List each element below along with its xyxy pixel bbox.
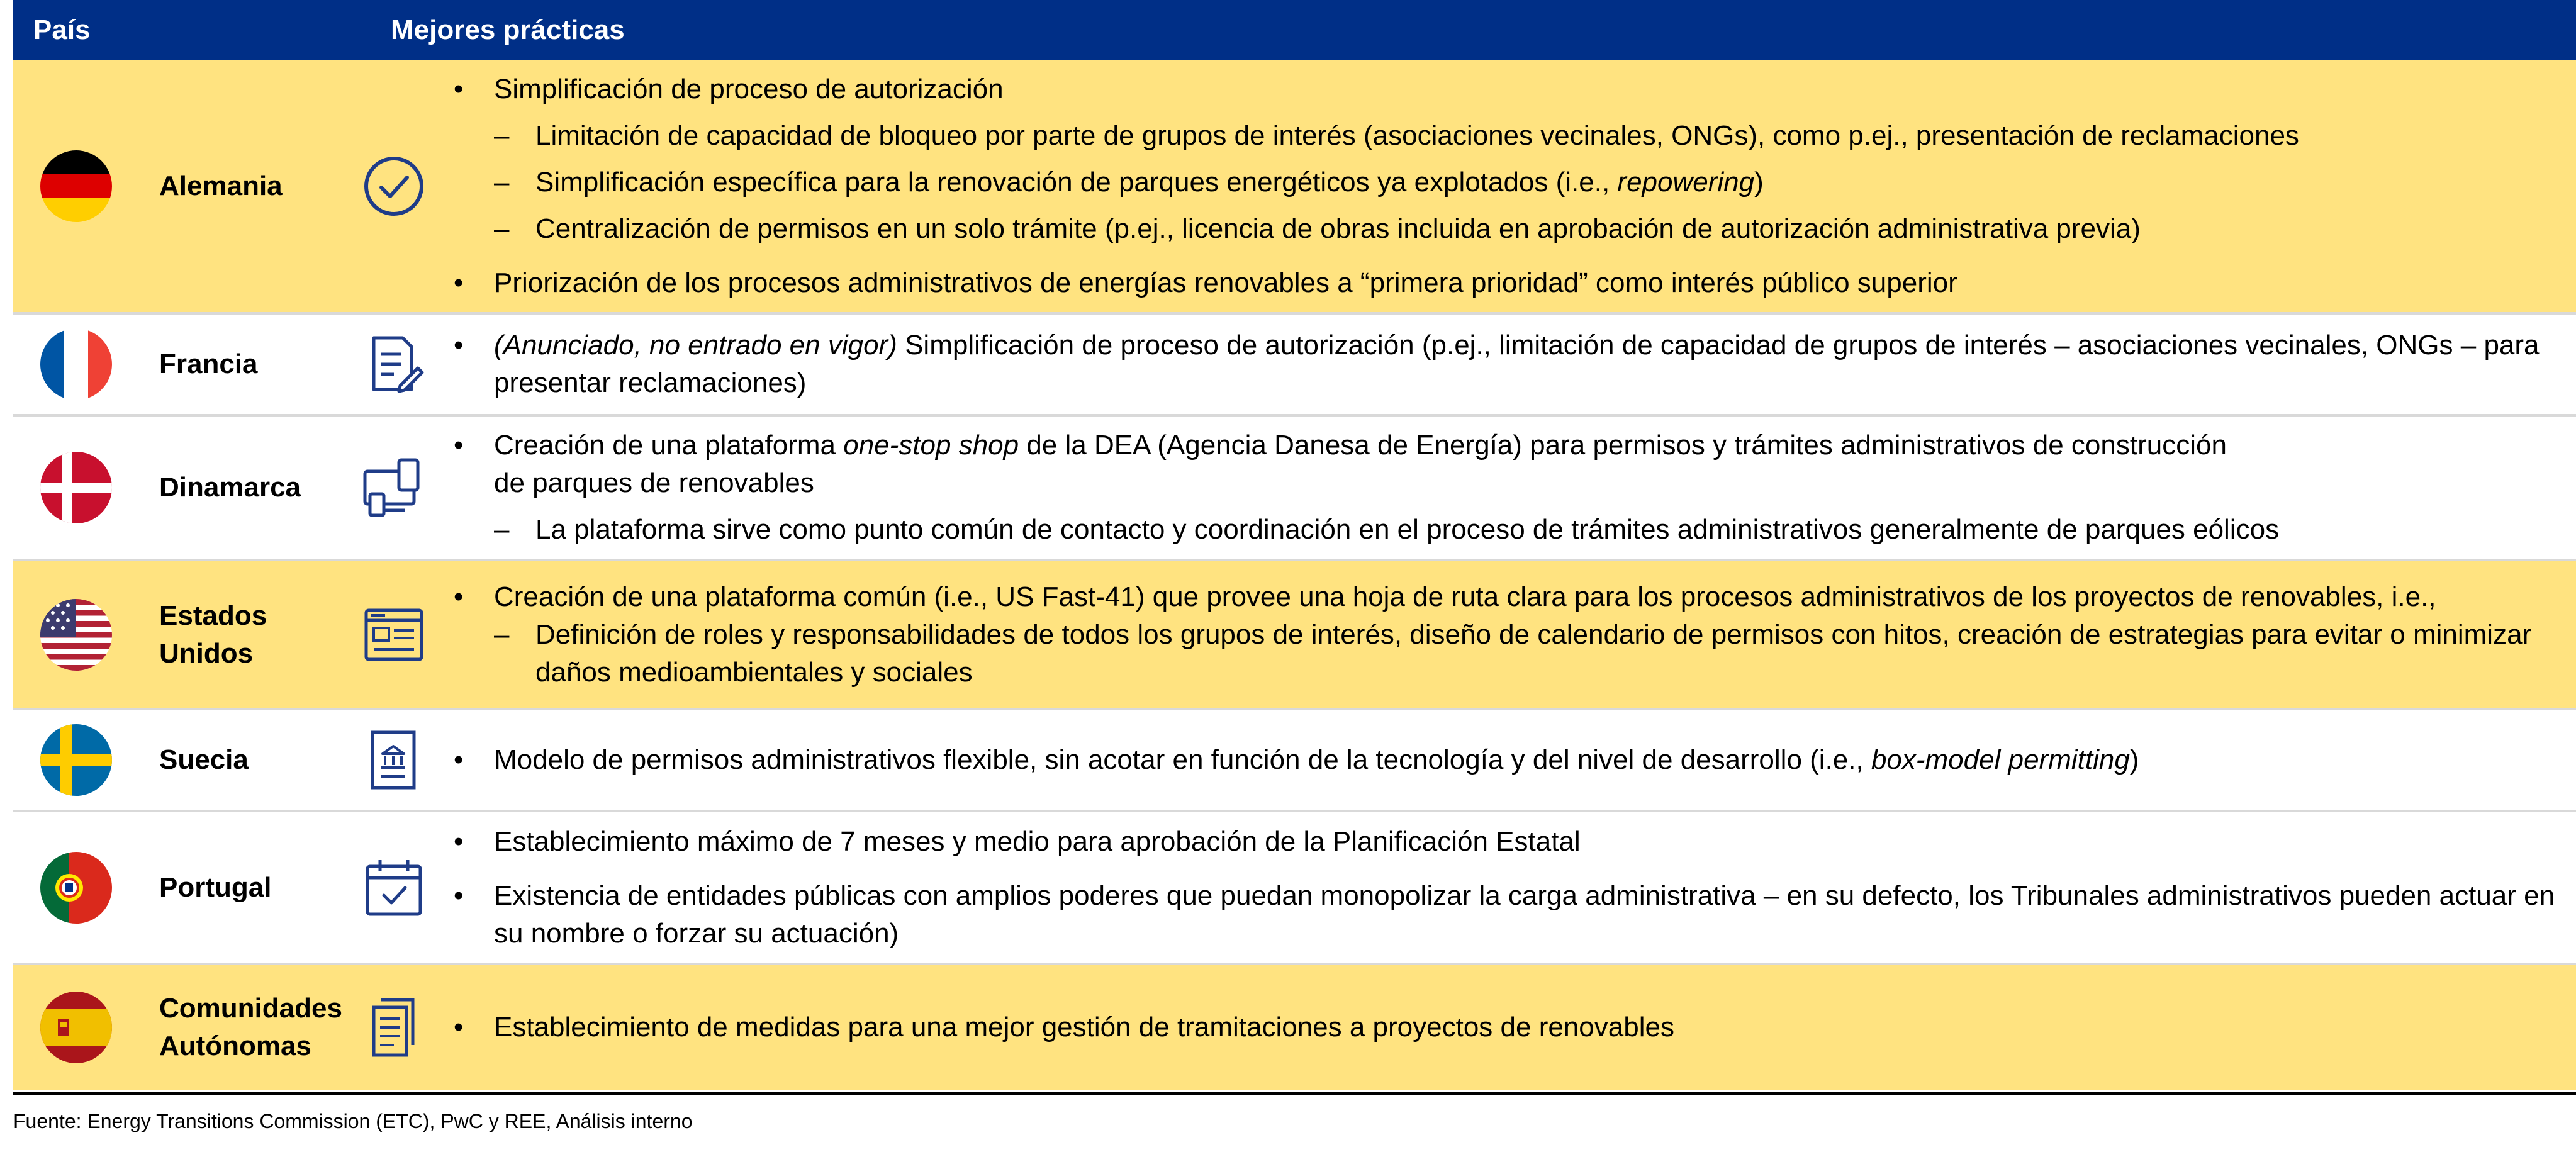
practices-cell: [441, 578, 2576, 691]
practices-cell: [441, 327, 2576, 402]
devices-icon: [361, 456, 427, 519]
table-bottom-border: [13, 1092, 2576, 1095]
practices-cell: [441, 823, 2576, 953]
bullet: • (Anunciado, no entrado en vigor) Simplificación de proceso de autorización (p.ej., limitación de capacidad de grupos de interés – asociaciones vecinales, ONGs – para presentar reclamaciones): [441, 327, 2563, 402]
practices-cell: [441, 427, 2576, 549]
bullet: • Establecimiento máximo de 7 meses y medio para aprobación de la Planificación Estatal: [441, 823, 2563, 861]
country-name: Estados Unidos: [159, 600, 267, 669]
bullet: • Existencia de entidades públicas con amplios poderes que puedan monopolizar la carga administrativa – en su defecto, los Tribunales administrativos pueden actuar en su nombre o forzar su actuación): [441, 877, 2563, 953]
table-row-sweden: [13, 710, 2576, 812]
best-practices-table: [13, 0, 2576, 1090]
country-name: Portugal: [159, 871, 272, 903]
sub-bullet: – Definición de roles y responsabilidades de todos los grupos de interés, diseño de calendario de permisos con hitos, creación de estrategias para evitar o minimizar daños medioambientales y sociales: [441, 616, 2563, 691]
usa-flag-icon: [40, 599, 112, 671]
table-row-france: [13, 315, 2576, 417]
table-row-denmark: [13, 417, 2576, 561]
table-row-portugal: [13, 812, 2576, 965]
country-name: Francia: [159, 349, 258, 379]
header-country: País: [33, 14, 91, 45]
sweden-flag-icon: [40, 724, 112, 796]
government-document-icon: [362, 729, 425, 791]
bullet: • Establecimiento de medidas para una mejor gestión de tramitaciones a proyectos de renovables: [441, 1009, 2563, 1046]
bullet: • Modelo de permisos administrativos flexible, sin acotar en función de la tecnología y del nivel de desarrollo (i.e., box-model permitting): [441, 741, 2563, 779]
portugal-flag-icon: [40, 852, 112, 924]
calendar-check-icon: [362, 856, 425, 919]
header-practices: Mejores prácticas: [391, 14, 625, 45]
source-note: Fuente: Energy Transitions Commission (ETC), PwC y REE, Análisis interno: [13, 1110, 693, 1132]
spain-flag-icon: [40, 992, 112, 1063]
document-edit-icon: [362, 333, 425, 396]
browser-window-icon: [362, 607, 425, 663]
table-row-germany: [13, 60, 2576, 315]
bullet: • Creación de una plataforma común (i.e., US Fast-41) que provee una hoja de ruta clara para los procesos administrativos de los proyectos de renovables, i.e.,: [441, 578, 2563, 616]
practices-cell: [441, 1009, 2576, 1046]
germany-flag-icon: [40, 150, 112, 222]
table-row-usa: [13, 561, 2576, 710]
sub-bullet: – Centralización de permisos en un solo trámite (p.ej., licencia de obras incluida en aprobación de autorización administrativa previa): [441, 210, 2563, 248]
denmark-flag-icon: [40, 452, 112, 523]
france-flag-icon: [40, 328, 112, 400]
country-name: Comunidades Autónomas: [159, 993, 342, 1061]
sub-bullet: – Simplificación específica para la renovación de parques energéticos ya explotados (i.e., repowering): [441, 164, 2563, 201]
practices-cell: [441, 70, 2576, 302]
table-row-spain: [13, 965, 2576, 1090]
country-name: Alemania: [159, 171, 283, 201]
practices-cell: [441, 741, 2576, 779]
sub-bullet: – La plataforma sirve como punto común de contacto y coordinación en el proceso de trámites administrativos generalmente de parques eólicos: [441, 511, 2563, 549]
bullet: • Simplificación de proceso de autorización: [441, 70, 2563, 108]
bullet: • Priorización de los procesos administrativos de energías renovables a “primera prioridad” como interés público superior: [441, 264, 2563, 302]
country-name: Suecia: [159, 744, 249, 775]
bullet: • Creación de una plataforma one-stop shop de la DEA (Agencia Danesa de Energía) para permisos y trámites administrativos de construcción de parques de renovables: [441, 427, 2563, 502]
check-circle-icon: [362, 155, 425, 218]
sub-bullet: – Limitación de capacidad de bloqueo por parte de grupos de interés (asociaciones vecinales, ONGs), como p.ej., presentación de reclamaciones: [441, 117, 2563, 155]
table-header: [13, 0, 2576, 60]
documents-stack-icon: [362, 996, 425, 1059]
country-name: Dinamarca: [159, 472, 301, 503]
